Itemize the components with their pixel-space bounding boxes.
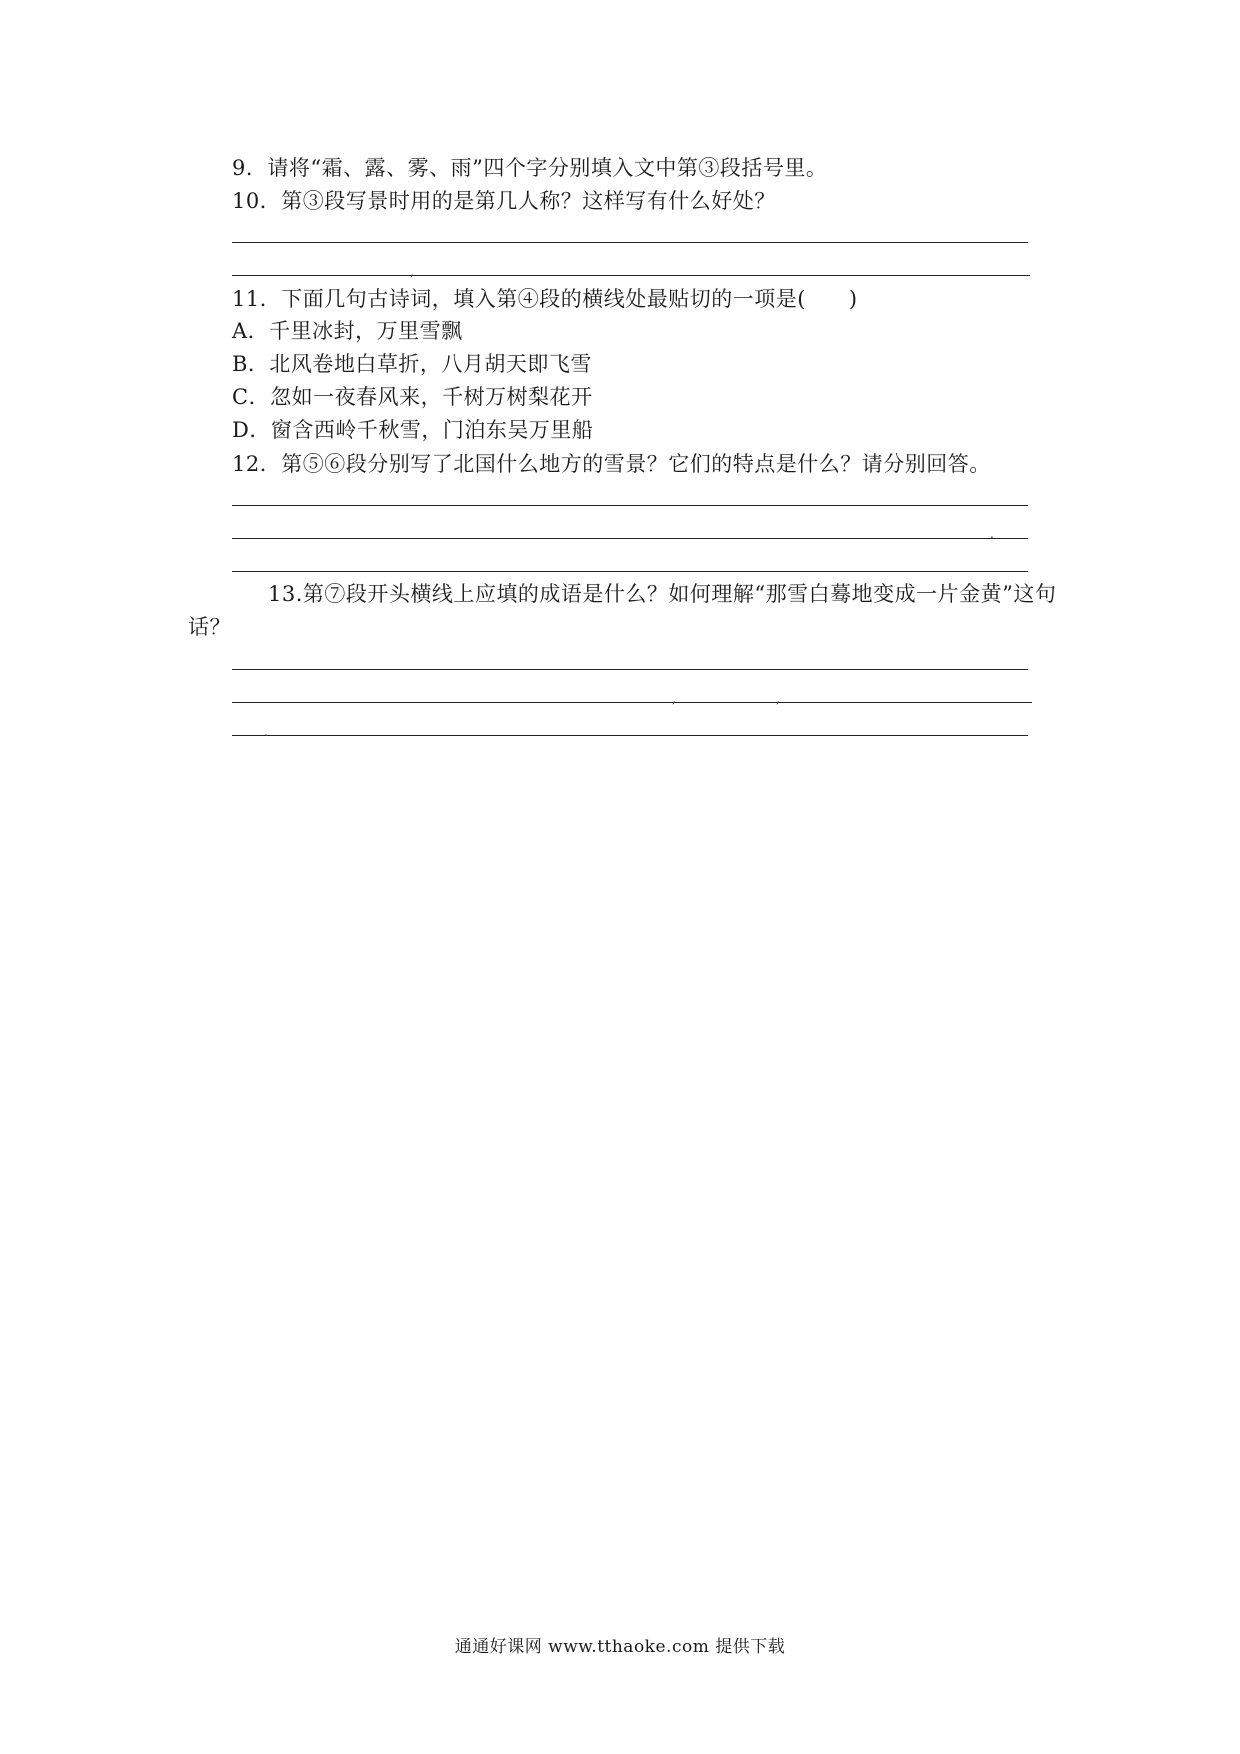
blank-mark: . bbox=[264, 725, 268, 739]
question-11-option-a[interactable]: A．千里冰封，万里雪飘 bbox=[232, 319, 463, 343]
question-9: 9．请将“霜、露、雾、雨”四个字分别填入文中第③段括号里。 bbox=[232, 156, 828, 180]
blank-mark: , bbox=[776, 692, 780, 706]
answer-line[interactable] bbox=[232, 538, 1028, 539]
blank-mark: . bbox=[990, 527, 994, 541]
question-10: 10．第③段写景时用的是第几人称？这样写有什么好处？ bbox=[232, 189, 776, 213]
answer-line[interactable] bbox=[232, 275, 1030, 276]
question-11-option-d[interactable]: D．窗含西岭千秋雪，门泊东吴万里船 bbox=[232, 418, 594, 442]
answer-line[interactable] bbox=[232, 702, 1032, 703]
answer-line[interactable] bbox=[232, 571, 1028, 572]
question-12: 12．第⑤⑥段分别写了北国什么地方的雪景？它们的特点是什么？请分别回答。 bbox=[232, 452, 991, 476]
question-11-stem: 11．下面几句古诗词，填入第④段的横线处最贴切的一项是( ) bbox=[232, 287, 858, 311]
answer-line[interactable] bbox=[232, 505, 1028, 506]
answer-line[interactable] bbox=[232, 669, 1028, 670]
footer-source: 通通好课网 www.tthaoke.com 提供下载 bbox=[454, 1637, 786, 1657]
blank-mark: , bbox=[410, 265, 414, 279]
answer-line[interactable] bbox=[232, 735, 1028, 736]
answer-line[interactable] bbox=[232, 242, 1028, 243]
question-13-line-2: 话？ bbox=[188, 615, 231, 639]
question-11-option-c[interactable]: C．忽如一夜春风来，千树万树梨花开 bbox=[232, 385, 593, 409]
question-11-option-b[interactable]: B．北风卷地白草折，八月胡天即飞雪 bbox=[232, 352, 592, 376]
blank-mark: , bbox=[672, 692, 676, 706]
question-13-line-1: 13.第⑦段开头横线上应填的成语是什么？如何理解“那雪白蓦地变成一片金黄”这句 bbox=[268, 582, 1057, 606]
